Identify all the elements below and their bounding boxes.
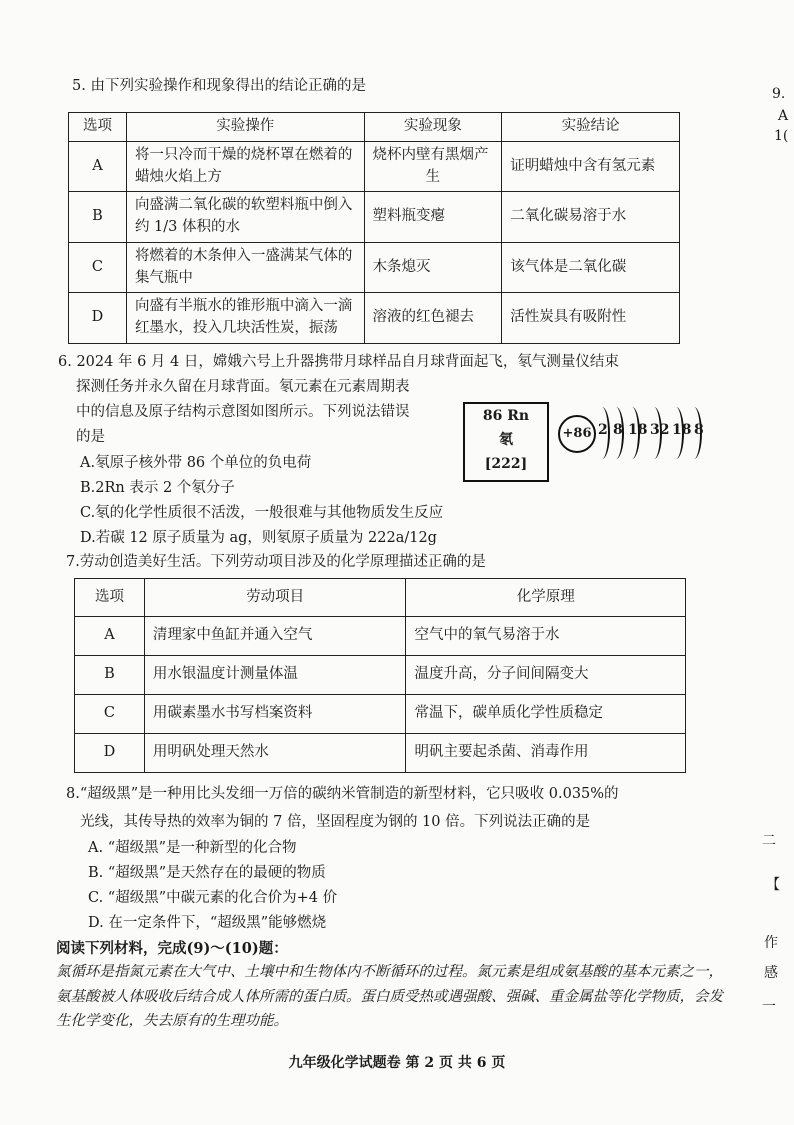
q7-row-item: 清理家中鱼缸并通入空气 (144, 617, 406, 656)
q5-row-b (69, 192, 680, 243)
q5-op-line: 红墨水，投入几块活性炭，振荡 (134, 320, 338, 336)
q5-ph-line: 生 (425, 168, 441, 185)
q5-row-conclusion: 该气体是二氧化碳 (502, 242, 680, 293)
shell-electrons: 18 (628, 422, 648, 438)
q5-op-line: 向盛有半瓶水的锥形瓶中滴入一滴 (134, 298, 353, 315)
q5-row-operation (126, 242, 364, 293)
q5-row-c (69, 242, 680, 293)
shell-electrons: 2 (598, 422, 608, 438)
q5-op-line: 将一只冷而干燥的烧杯罩在燃着的 (134, 146, 353, 163)
edge-fragment: 1( (774, 128, 789, 144)
q7-header-item: 劳动项目 (144, 579, 406, 617)
q5-row-operation (126, 293, 364, 344)
q5-op-line: 蜡烛火焰上方 (134, 168, 222, 185)
q8-option-b: B. “超级黑”是天然存在的最硬的物质 (88, 865, 326, 881)
q5-row-operation (126, 192, 364, 243)
element-mass: [222] (484, 456, 528, 472)
q5-header-conclusion: 实验结论 (502, 113, 680, 142)
q5-header-option: 选项 (69, 113, 127, 142)
q5-header-phenomenon: 实验现象 (364, 113, 502, 142)
q7-row-c (75, 695, 686, 734)
atom-nucleus: +86 (558, 415, 596, 453)
q7-row-principle: 常温下，碳单质化学性质稳定 (406, 695, 686, 734)
element-number-symbol: 86 Rn (482, 408, 530, 424)
q7-row-a (75, 617, 686, 656)
q7-row-item: 用水银温度计测量体温 (144, 656, 406, 695)
q5-row-option: B (69, 192, 127, 243)
q5-header-row (69, 113, 680, 142)
edge-fragment: 一 (762, 999, 776, 1015)
q8-option-a: A. “超级黑”是一种新型的化合物 (88, 840, 297, 856)
edge-fragment: 作 (764, 935, 778, 951)
q5-op-line: 将燃着的木条伸入一盛满某气体的 (134, 247, 353, 264)
shell-electrons: 18 (672, 422, 692, 438)
q6-line2: 探测任务并永久留在月球背面。氡元素在元素周期表 (76, 379, 410, 395)
edge-fragment: 【 (766, 877, 780, 893)
q7-row-option: C (75, 695, 145, 734)
edge-fragment: 感 (764, 965, 778, 981)
q5-row-option: C (69, 242, 127, 293)
q6-option-d: D.若碳 12 原子质量为 ag，则氡原子质量为 222a/12g (80, 530, 437, 546)
q5-op-line: 集气瓶中 (134, 269, 193, 286)
q7-row-item: 用碳素墨水书写档案资料 (144, 695, 406, 734)
q6-line1: 6. 2024 年 6 月 4 日，嫦娥六号上升器携带月球样品自月球背面起飞，氡气测量仪结束 (58, 354, 619, 370)
q8-line1: 8.“超级黑”是一种用比头发细一万倍的碳纳米管制造的新型材料，它只吸收 0.035%的 (66, 786, 619, 802)
shell-electrons: 8 (694, 422, 704, 438)
q5-row-conclusion: 活性炭具有吸附性 (502, 293, 680, 344)
q7-table (74, 578, 686, 773)
q8-line2: 光线，其传导热的效率为铜的 7 倍，坚固程度为钢的 10 倍。下列说法正确的是 (80, 814, 591, 830)
q8-option-c: C. “超级黑”中碳元素的化合价为+4 价 (88, 890, 338, 906)
q5-row-phenomenon (364, 141, 502, 192)
q6-option-c: C.氡的化学性质很不活泼，一般很难与其他物质发生反应 (80, 505, 444, 521)
q7-header-row (75, 579, 686, 617)
q5-table (68, 112, 680, 344)
reading-paragraph: 氮循环是指氮元素在大气中、土壤中和生物体内不断循环的过程。氮元素是组成氨基酸的基本元素之一，氨基酸被人体吸收后结合成人体所需的蛋白质。蛋白质受热或遇强酸、强碱、重金属盐等化学物质，会发生化学变化，失去原有的生理功能。 (56, 964, 723, 1030)
edge-fragment: 二 (762, 833, 776, 849)
q7-row-option: B (75, 656, 145, 695)
q5-row-phenomenon: 溶液的红色褪去 (364, 293, 502, 344)
q7-row-principle: 空气中的氧气易溶于水 (406, 617, 686, 656)
q7-row-b (75, 656, 686, 695)
q5-row-conclusion: 证明蜡烛中含有氢元素 (502, 141, 680, 192)
q5-ph-line: 烧杯内壁有黑烟产 (372, 146, 489, 163)
q5-row-phenomenon: 木条熄灭 (364, 242, 502, 293)
q7-row-principle: 温度升高，分子间间隔变大 (406, 656, 686, 695)
reading-heading: 阅读下列材料，完成(9)～(10)题： (56, 940, 288, 957)
q7-row-principle: 明矾主要起杀菌、消毒作用 (406, 734, 686, 773)
element-name: 氡 (499, 432, 513, 448)
shell-electrons: 8 (613, 422, 623, 438)
q7-stem: 7.劳动创造美好生活。下列劳动项目涉及的化学原理描述正确的是 (66, 554, 486, 570)
atom-structure-diagram (558, 403, 708, 473)
q5-row-a (69, 141, 680, 192)
q7-row-option: D (75, 734, 145, 773)
q7-row-item: 用明矾处理天然水 (144, 734, 406, 773)
q5-row-option: A (69, 141, 127, 192)
q6-line3: 中的信息及原子结构示意图如图所示。下列说法错误 (76, 404, 410, 420)
q5-row-conclusion: 二氧化碳易溶于水 (502, 192, 680, 243)
element-info-box (463, 402, 549, 482)
page-footer: 九年级化学试题卷 第 2 页 共 6 页 (288, 1055, 506, 1071)
q5-row-phenomenon: 塑料瓶变瘪 (364, 192, 502, 243)
q7-header-principle: 化学原理 (406, 579, 686, 617)
q5-header-operation: 实验操作 (126, 113, 364, 142)
q7-row-option: A (75, 617, 145, 656)
q6-option-b: B.2Rn 表示 2 个氡分子 (80, 480, 235, 496)
q6-option-a: A.氡原子核外带 86 个单位的负电荷 (80, 455, 312, 471)
q5-stem: 5. 由下列实验操作和现象得出的结论正确的是 (72, 78, 366, 94)
q5-row-operation (126, 141, 364, 192)
edge-fragment: A (778, 108, 789, 124)
q7-header-option: 选项 (75, 579, 145, 617)
q5-row-d (69, 293, 680, 344)
q6-line4: 的是 (76, 429, 105, 445)
q8-option-d: D. 在一定条件下，“超级黑”能够燃烧 (88, 915, 327, 931)
q7-row-d (75, 734, 686, 773)
q5-op-line: 向盛满二氧化碳的软塑料瓶中倒入 (134, 197, 353, 214)
edge-fragment: 9. (772, 86, 786, 102)
q5-op-line: 约 1/3 体积的水 (134, 219, 240, 235)
shell-electrons: 32 (650, 422, 670, 438)
q5-row-option: D (69, 293, 127, 344)
